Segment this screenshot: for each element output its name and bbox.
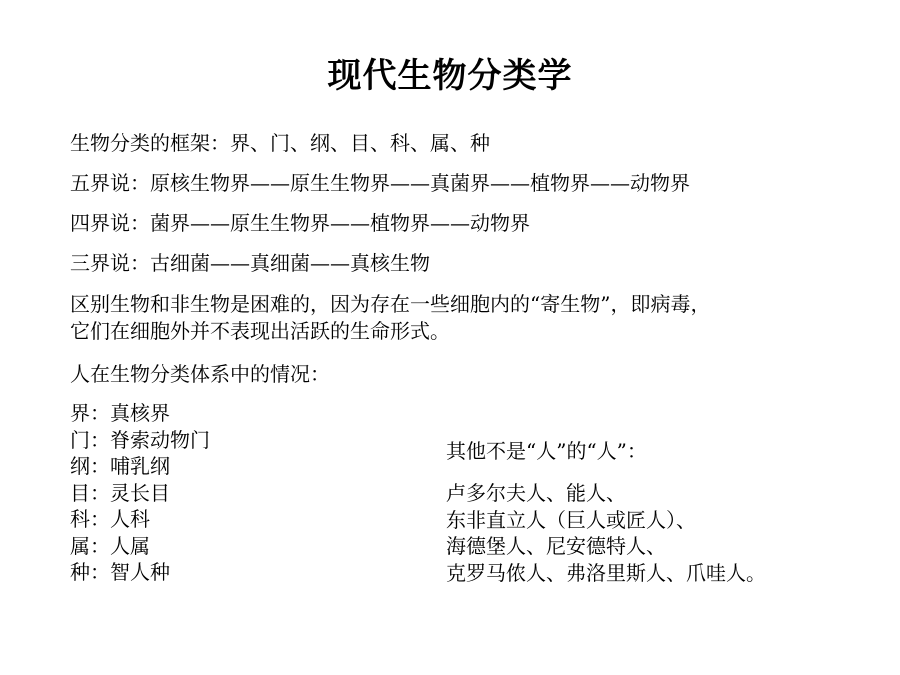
four-kingdom-line: 四界说：菌界——原生生物界——植物界——动物界	[70, 211, 530, 235]
list-item: 卢多尔夫人、能人、	[446, 481, 626, 505]
virus-note-line-1: 区别生物和非生物是困难的，因为存在一些细胞内的“寄生物”，即病毒，	[70, 292, 711, 316]
other-humans-list	[446, 480, 766, 586]
list-item: 种：智人种	[70, 560, 170, 584]
virus-note-line-2: 它们在细胞外并不表现出活跃的生命形式。	[70, 319, 450, 343]
list-item: 目：灵长目	[70, 480, 170, 505]
human-taxonomy-list	[70, 400, 210, 586]
human-classification-heading: 人在生物分类体系中的情况：	[70, 362, 330, 386]
slide-title: 现代生物分类学	[327, 56, 573, 96]
list-item: 东非直立人（巨人或匠人）、	[446, 507, 696, 532]
list-item: 海德堡人、尼安德特人、	[446, 534, 666, 558]
list-item: 科：人科	[70, 507, 150, 531]
list-item: 纲：哺乳纲	[70, 454, 170, 478]
taxonomy-framework-line: 生物分类的框架：界、门、纲、目、科、属、种	[70, 131, 490, 155]
list-item: 克罗马侬人、弗洛里斯人、爪哇人。	[446, 560, 766, 585]
five-kingdom-line: 五界说：原核生物界——原生生物界——真菌界——植物界——动物界	[70, 171, 690, 195]
list-item: 属：人属	[70, 533, 150, 558]
list-item: 界：真核界	[70, 401, 170, 425]
list-item: 门：脊索动物门	[70, 427, 210, 452]
other-humans-label: 其他不是“人”的“人”：	[446, 439, 647, 463]
three-domain-line: 三界说：古细菌——真细菌——真核生物	[70, 251, 430, 275]
